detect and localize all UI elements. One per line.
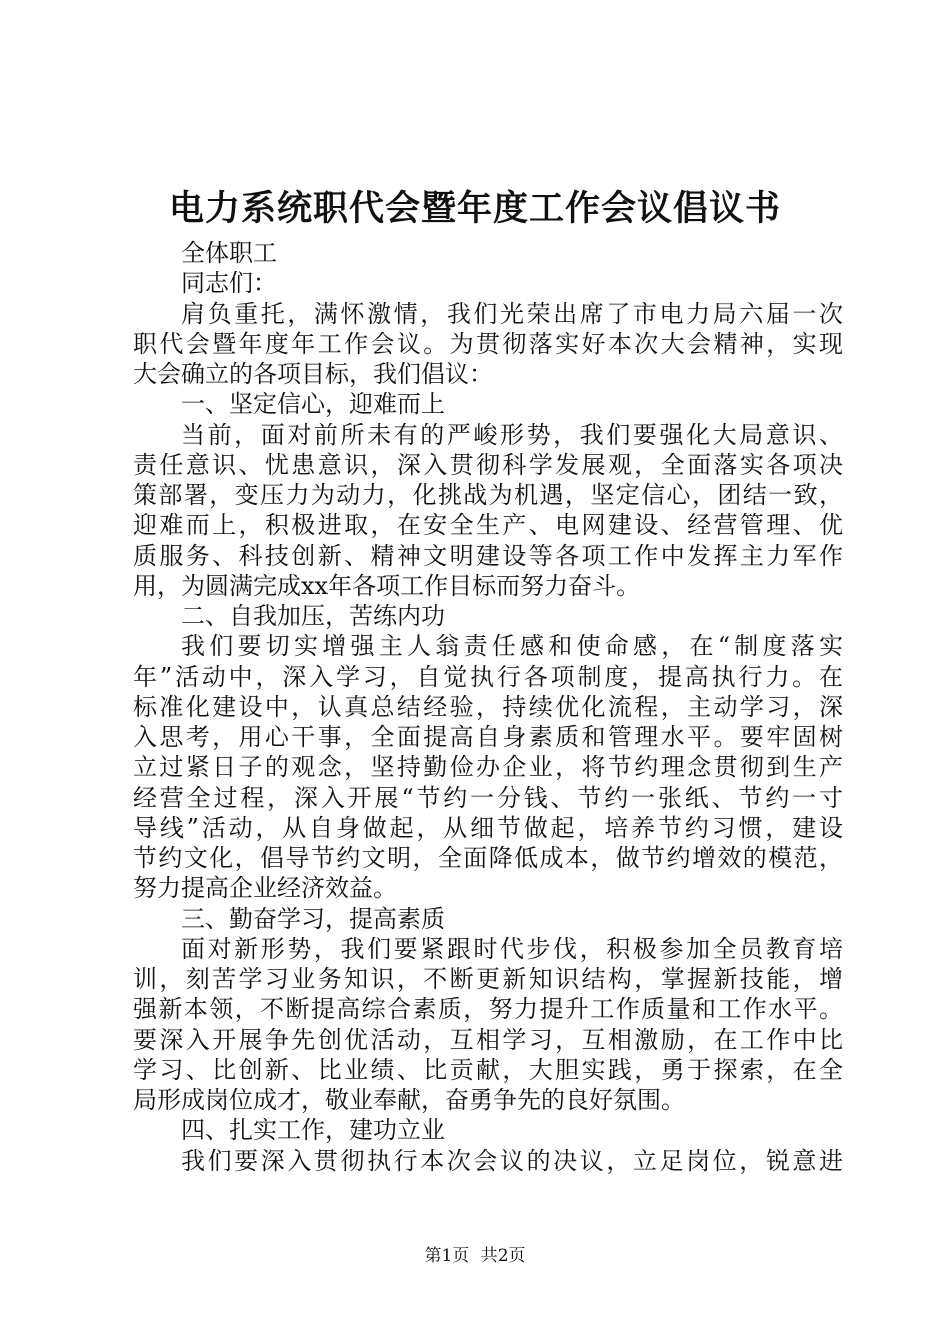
page-number: 第1页: [424, 1246, 470, 1266]
body-text-line: 经营全过程，深入开展“节约一分钱、节约一张纸、节约一寸: [133, 783, 843, 812]
body-text-line: 局形成岗位成才，敬业奉献，奋勇争先的良好氛围。: [133, 1086, 685, 1114]
body-text-line: 标准化建设中，认真总结经验，持续优化流程，主动学习，深: [133, 692, 843, 721]
body-text-line: 迎难而上，积极进取，在安全生产、电网建设、经营管理、优: [133, 511, 843, 540]
body-text-line: 一、坚定信心，迎难而上: [181, 390, 445, 419]
document-body: [133, 238, 843, 1176]
body-text-line: 立过紧日子的观念，坚持勤俭办企业，将节约理念贯彻到生产: [133, 753, 843, 782]
body-text-line: 入思考，用心干事，全面提高自身素质和管理水平。要牢固树: [133, 723, 843, 751]
body-text-line: 质服务、科技创新、精神文明建设等各项工作中发挥主力军作: [133, 541, 843, 570]
body-text-line: 用，为圆满完成xx年各项工作目标而努力奋斗。: [133, 571, 641, 600]
body-text-line: 三、勤奋学习，提高素质: [181, 904, 445, 933]
page-footer: [0, 1244, 950, 1268]
body-text-line: 四、扎实工作，建功立业: [181, 1116, 445, 1145]
body-text-line: 大会确立的各项目标，我们倡议：: [133, 360, 493, 388]
body-text-line: 同志们：: [181, 269, 277, 298]
body-text-line: 努力提高企业经济效益。: [133, 874, 397, 903]
body-text-line: 导线”活动，从自身做起，从细节做起，培养节约习惯，建设: [133, 813, 843, 842]
body-text-line: 职代会暨年度年工作会议。为贯彻落实好本次大会精神，实现: [133, 329, 843, 358]
body-text-line: 我们要切实增强主人翁责任感和使命感，在“制度落实: [181, 632, 843, 661]
page-title: 电力系统职代会暨年度工作会议倡议书: [168, 188, 781, 229]
body-text-line: 强新本领，不断提高综合素质，努力提升工作质量和工作水平。: [133, 995, 843, 1024]
body-text-line: 责任意识、忧患意识，深入贯彻科学发展观，全面落实各项决: [133, 450, 843, 479]
body-text-line: 节约文化，倡导节约文明，全面降低成本，做节约增效的模范，: [133, 844, 843, 872]
body-text-line: 要深入开展争先创优活动，互相学习，互相激励，在工作中比: [133, 1025, 843, 1054]
body-text-line: 策部署，变压力为动力，化挑战为机遇，坚定信心，团结一致，: [133, 481, 843, 509]
body-text-line: 训，刻苦学习业务知识，不断更新知识结构，掌握新技能，增: [133, 965, 843, 993]
body-text-line: 当前，面对前所未有的严峻形势，我们要强化大局意识、: [181, 420, 843, 449]
body-text-line: 年”活动中，深入学习，自觉执行各项制度，提高执行力。在: [133, 662, 843, 691]
page-total: 共2页: [480, 1246, 526, 1266]
body-text-line: 面对新形势，我们要紧跟时代步伐，积极参加全员教育培: [181, 934, 843, 963]
body-text-line: 二、自我加压，苦练内功: [181, 602, 445, 630]
body-text-line: 学习、比创新、比业绩、比贡献，大胆实践，勇于探索，在全: [133, 1055, 843, 1084]
body-text-line: 全体职工: [181, 239, 277, 267]
body-text-line: 肩负重托，满怀激情，我们光荣出席了市电力局六届一次: [181, 299, 843, 328]
body-text-line: 我们要深入贯彻执行本次会议的决议，立足岗位，锐意进: [181, 1146, 843, 1175]
